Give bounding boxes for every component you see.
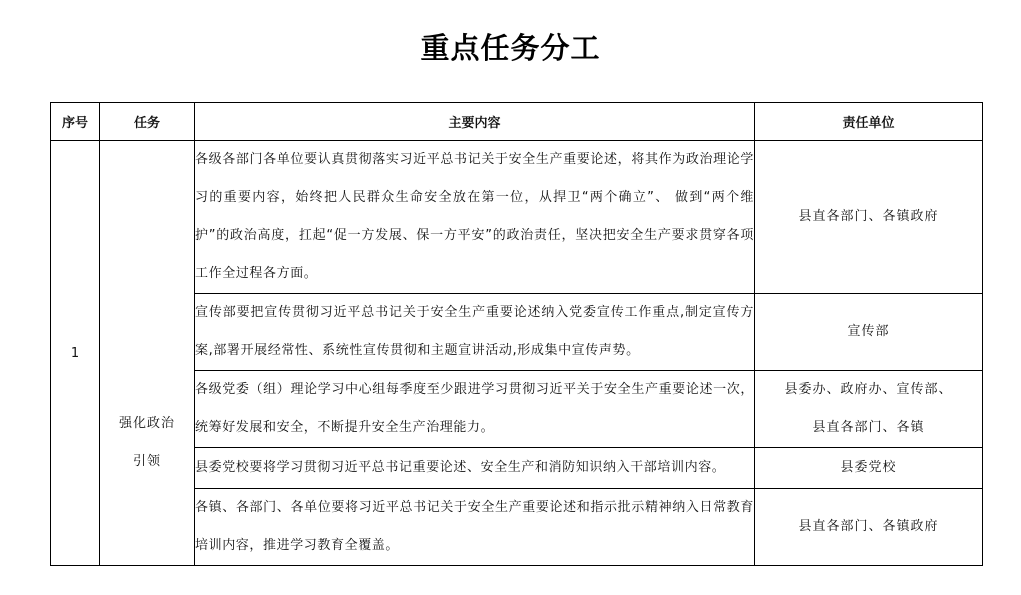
task-label-line1: 强化政治: [118, 416, 175, 431]
header-unit: 责任单位: [755, 103, 983, 141]
unit-cell: [755, 371, 983, 448]
task-cell: [100, 141, 195, 566]
unit-line1: 县委办、政府办、宣传部、: [784, 382, 953, 397]
content-cell: 宣传部要把宣传贯彻习近平总书记关于安全生产重要论述纳入党委宣传工作重点,制定宣传方案,部署开展经常性、系统性宣传贯彻和主题宣讲活动,形成集中宣传声势。: [195, 294, 755, 371]
content-cell: 各级各部门各单位要认真贯彻落实习近平总书记关于安全生产重要论述，将其作为政治理论学习的重要内容，始终把人民群众生命安全放在第一位，从捍卫“两个确立”、 做到“两个维护”的政治高度，扛起“促一方发展、保一方平安”的政治责任，坚决把安全生产要求贯穿各项工作全过程各方面。: [195, 141, 755, 294]
unit-line2: 县直各部门、各镇: [812, 420, 925, 435]
table-row: [51, 141, 983, 294]
header-task: 任务: [100, 103, 195, 141]
task-label-line2: 引领: [132, 454, 161, 469]
header-seq: 序号: [51, 103, 100, 141]
unit-cell: 宣传部: [755, 294, 983, 371]
unit-cell: 县直各部门、各镇政府: [755, 489, 983, 566]
content-cell: 各级党委（组）理论学习中心组每季度至少跟进学习贯彻习近平关于安全生产重要论述一次，统筹好发展和安全，不断提升安全生产治理能力。: [195, 371, 755, 448]
table-header-row: [51, 103, 983, 141]
seq-cell: 1: [51, 141, 100, 566]
document-title: 重点任务分工: [420, 31, 601, 65]
content-cell: 各镇、各部门、各单位要将习近平总书记关于安全生产重要论述和指示批示精神纳入日常教育培训内容，推进学习教育全覆盖。: [195, 489, 755, 566]
unit-cell: 县直各部门、各镇政府: [755, 141, 983, 294]
unit-cell: 县委党校: [755, 448, 983, 489]
task-table: [50, 102, 983, 566]
header-content: 主要内容: [195, 103, 755, 141]
content-cell: 县委党校要将学习贯彻习近平总书记重要论述、安全生产和消防知识纳入干部培训内容。: [195, 448, 755, 489]
